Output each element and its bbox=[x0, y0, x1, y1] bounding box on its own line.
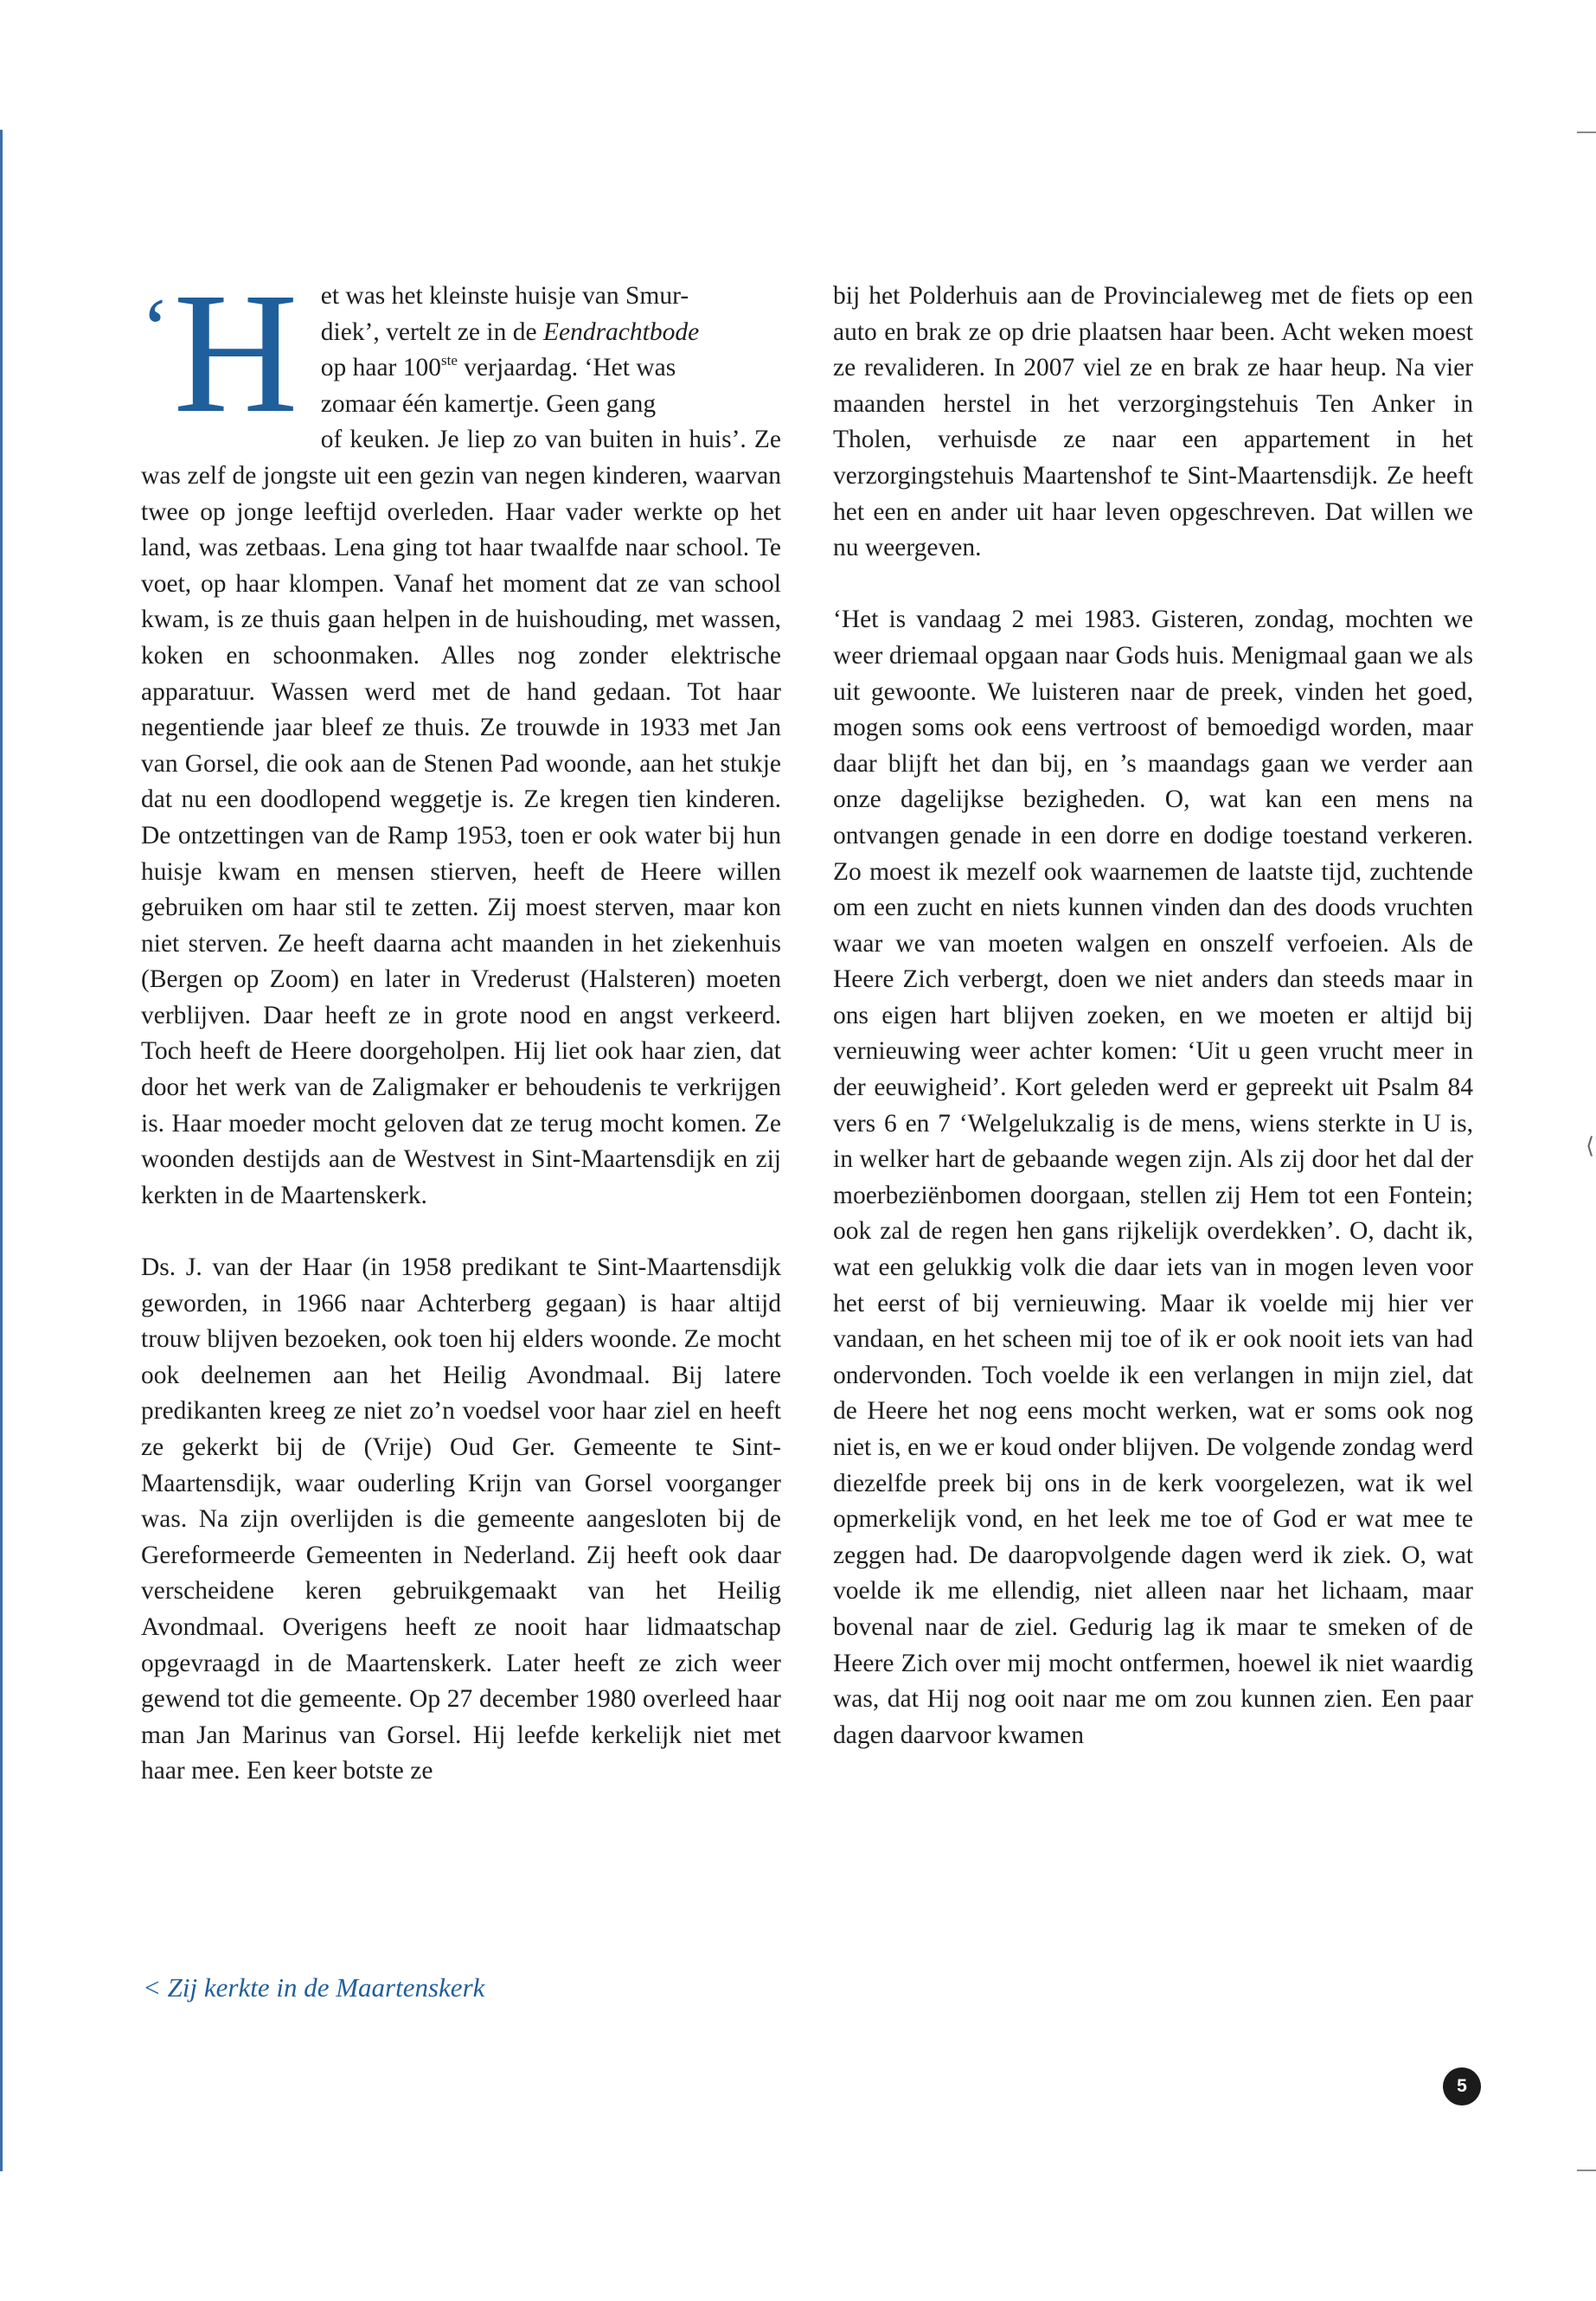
publication-name: Eendrachtbode bbox=[542, 317, 700, 346]
intro-paragraph: ‘H et was het kleinste huisje van Smur- diek’, vertelt ze in de Eendrachtbode op haar 100ste verjaardag. ‘Het was zomaar één kamertje. Geen gang of keuken. Je liep zo van buiten in huis’. Ze was zelf de jongste uit een gezin van negen kinderen, waarvan twee op jonge leeftijd overleden. Haar vader werkte op het land, was zetbaas. Lena ging tot haar twaalfde naar school. Te voet, op haar klompen. Vanaf het moment dat ze van school kwam, is ze thuis gaan helpen in de huishouding, met wassen, koken en schoonmaken. Alles nog zonder elektrische apparatuur. Wassen werd met de hand gedaan. Tot haar negentiende jaar bleef ze thuis. Ze trouwde in 1933 met Jan van Gorsel, die ook aan de Stenen Pad woonde, aan het stukje dat nu een doodlopend weggetje is. Ze kregen tien kinderen. De ontzettingen van de Ramp 1953, toen er ook water bij hun huisje kwam en mensen stierven, heeft de Heere willen gebruiken om haar stil te zetten. Zij moest sterven, maar kon niet sterven. Ze heeft daarna acht maanden in het ziekenhuis (Bergen op Zoom) en later in Vrederust (Halsteren) moeten verblijven. Daar heeft ze in grote nood en angst verkeerd. Toch heeft de Heere doorgeholpen. Hij liet ook haar zien, dat door het werk van de Zaligmaker er behoudenis te verkrijgen is. Haar moeder mocht geloven dat ze terug mocht komen. Ze woonden destijds aan de Westvest in Sint-Maartensdijk en zij kerkten in de Maartenskerk. bbox=[141, 258, 781, 1209]
registration-mark-icon: ⟨ bbox=[1586, 1133, 1595, 1158]
article-column-right bbox=[833, 279, 1473, 1753]
paragraph-quote-1983: ‘Het is vandaag 2 mei 1983. Gisteren, zondag, mochten we weer driemaal opgaan naar Gods huis. Menigmaal gaan we als uit gewoonte. We luisteren naar de preek, vinden het goed, mogen soms ook eens vertroost of bemoedigd worden, maar daar blijft het dan bij, en ’s maandags gaan we verder aan onze dagelijkse bezigheden. O, wat kan een mens na ontvangen genade in een dorre en dodige toestand verkeren. Zo moest ik mezelf ook waarnemen de laatste tijd, zuchtende om een zucht en niets kunnen vinden dan des doods vruchten waar we van moeten walgen en onszelf verfoeien. Als de Heere Zich verbergt, doen we niet anders dan steeds maar in ons eigen hart blijven zoeken, en we moeten er altijd bij vernieuwing weer achter komen: ‘Uit u geen vrucht meer in der eeuwigheid’. Kort geleden werd er gepreekt uit Psalm 84 vers 6 en 7 ‘Welgelukzalig is de mens, wiens sterkte in U is, in welker hart de gebaande wegen zijn. Als zij door het dal der moerbeziënbomen doorgaan, stellen zij Hem tot een Fontein; ook zal de regen hen gans rijkelijk overdekken’. O, dacht ik, wat een gelukkig volk die daar iets van in mogen leven voor het eerst of bij vernieuwing. Maar ik voelde mij hier ver vandaan, en het scheen mij toe of ik er ook nooit iets van had ondervonden. Toch voelde ik een verlangen in mijn ziel, dat de Heere het nog eens mocht werken, wat er soms ook nog niet is, en we er koud onder blijven. De volgende zondag werd diezelfde preek bij ons in de kerk voorgelezen, wat ik wel opmerkelijk vond, en het leek me toe of God er wat mee te zeggen had. De daaropvolgende dagen werd ik ziek. O, wat voelde ik me ellendig, niet alleen naar het lichaam, maar bovenal naar de ziel. Gedurig lag ik maar te smeken of de Heere Zich over mij mocht ontfermen, hoewel ik niet waardig was, dat Hij nog ooit naar me om zou kunnen zien. Een paar dagen daarvoor kwamen bbox=[833, 606, 1473, 1749]
crop-mark-top bbox=[1577, 131, 1596, 133]
drop-cap: ‘H bbox=[141, 258, 298, 449]
intro-paragraph-rest: of keuken. Je liep zo van buiten in huis’. Ze was zelf de jongste uit een gezin van negen kinderen, waarvan twee op jonge leeftijd overleden. Haar vader werkte op het land, was zetbaas. Lena ging tot haar twaalfde naar school. Te voet, op haar klompen. Vanaf het moment dat ze van school kwam, is ze thuis gaan helpen in de huishouding, met wassen, koken en schoonmaken. Alles nog zonder elektrische apparatuur. Wassen werd met de hand gedaan. Tot haar negentiende jaar bleef ze thuis. Ze trouwde in 1933 met Jan van Gorsel, die ook aan de Stenen Pad woonde, aan het stukje dat nu een doodlopend weggetje is. Ze kregen tien kinderen. De ontzettingen van de Ramp 1953, toen er ook water bij hun huisje kwam en mensen stierven, heeft de Heere willen gebruiken om haar stil te zetten. Zij moest sterven, maar kon niet sterven. Ze heeft daarna acht maanden in het ziekenhuis (Bergen op Zoom) en later in Vrederust (Halsteren) moeten verblijven. Daar heeft ze in grote nood en angst verkeerd. Toch heeft de Heere doorgeholpen. Hij liet ook haar zien, dat door het werk van de Zaligmaker er behoudenis te verkrijgen is. Haar moeder mocht geloven dat ze terug mocht komen. Ze woonden destijds aan de Westvest in Sint-Maartensdijk en zij kerkten in de Maartenskerk. bbox=[141, 426, 781, 1209]
paragraph-ds-van-der-haar: Ds. J. van der Haar (in 1958 predikant te Sint-Maartensdijk geworden, in 1966 naar Achterberg gegaan) is haar altijd trouw blijven bezoeken, ook toen hij elders woonde. Ze mocht ook deelnemen aan het Heilig Avondmaal. Bij latere predikanten kreeg ze niet zo’n voedsel voor haar ziel en heeft ze gekerkt bij de (Vrije) Oud Ger. Gemeente te Sint-Maartensdijk, waar ouderling Krijn van Gorsel voorganger was. Na zijn overlijden is die gemeente aangesloten bij de Gereformeerde Gemeenten in Nederland. Zij heeft ook daar verscheidene keren gebruikgemaakt van het Heilig Avondmaal. Overigens heeft ze nooit haar lidmaatschap opgevraagd in de Maartenskerk. Later heeft ze zich weer gewend tot die gemeente. Op 27 december 1980 overleed haar man Jan Marinus van Gorsel. Hij leefde kerkelijk niet met haar mee. Een keer botste ze bbox=[141, 1253, 781, 1785]
crop-mark-bottom bbox=[1577, 2170, 1596, 2171]
article-column-left bbox=[141, 258, 781, 1790]
page-number-badge: 5 bbox=[1443, 2067, 1481, 2106]
paragraph-polderhuis: bij het Polderhuis aan de Provincialeweg met de fiets op een auto en brak ze op drie plaatsen haar been. Acht weken moest ze revalideren. In 2007 viel ze en brak ze haar heup. Na vier maanden herstel in het verzorgingstehuis Ten Anker in Tholen, verhuisde ze naar een appartement in het verzorgingstehuis Maartenshof te Sint-Maartensdijk. Ze heeft het een en ander uit haar leven opgeschreven. Dat willen we nu weergeven. bbox=[833, 282, 1473, 562]
photo-caption: < Zij kerkte in de Maartenskerk bbox=[143, 1972, 485, 2003]
page-edge-rule bbox=[0, 130, 3, 2171]
